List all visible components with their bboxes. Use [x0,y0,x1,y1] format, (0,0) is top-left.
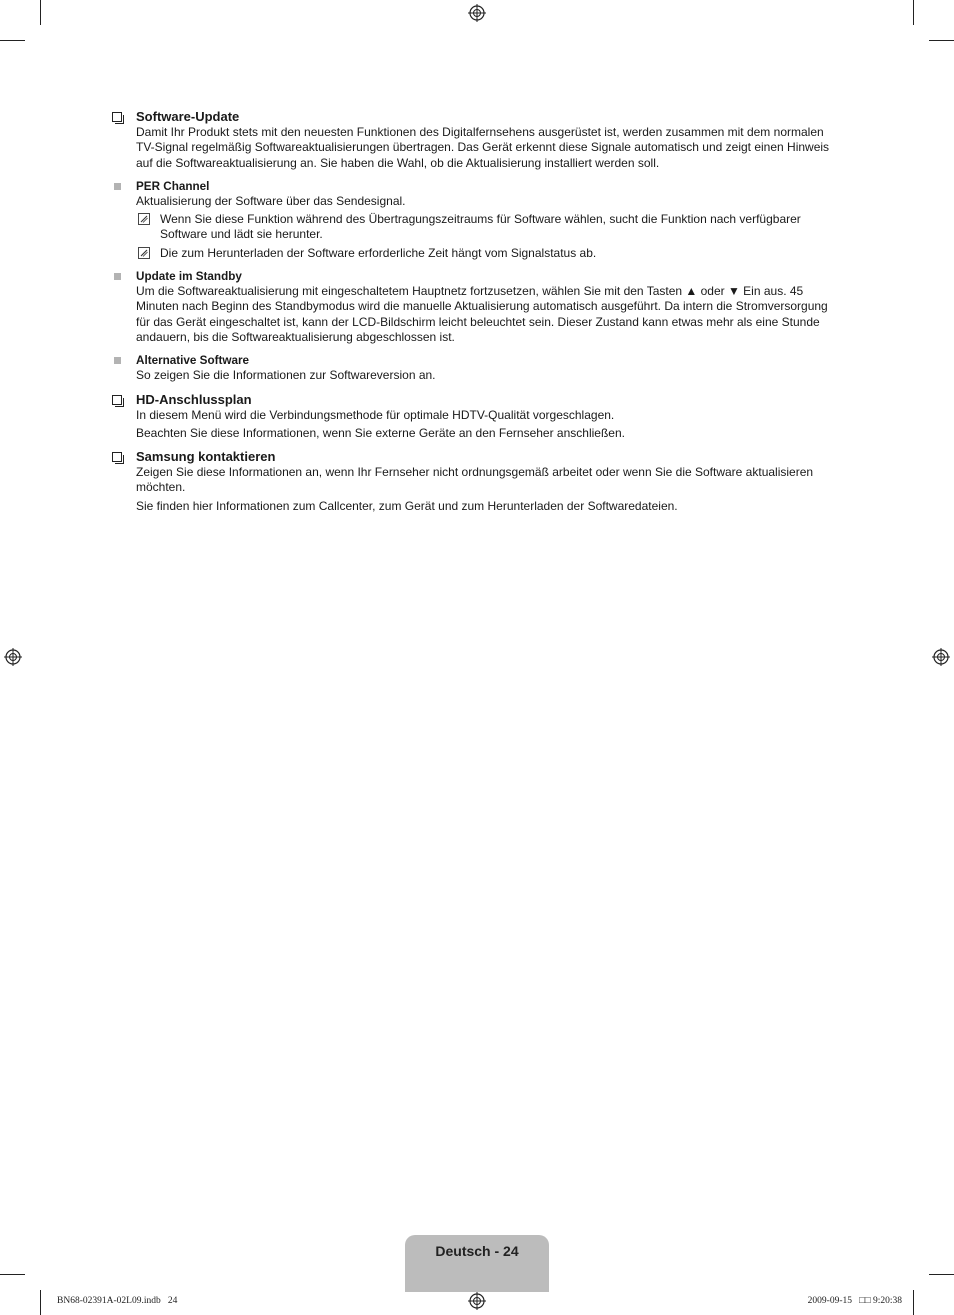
checkbox-bullet-icon [112,395,122,405]
crop-mark-bottom-left-v [40,1290,41,1315]
registration-mark-icon [468,1292,486,1310]
section-paragraph: Beachten Sie diese Informationen, wenn Sie externe Geräte an den Fernseher anschließen. [136,425,625,440]
section-paragraph: Damit Ihr Produkt stets mit den neuesten Funktionen des Digitalfernsehens ausgerüstet ist, werden zusammen mit dem normalen TV-Signal regelmäßig Softwareaktualisierungen übertragen. Das Gerät erkennt diese Signale automatisch und zeigt einen Hinweis auf die Softwareaktualisierung an. Sie haben die Wahl, ob die Aktualisierung installiert werden soll. [136,125,830,170]
subsection-heading-per-channel[interactable]: PER Channel [110,179,845,194]
registration-mark-icon [4,648,22,666]
registration-mark-icon [932,648,950,666]
page-content [110,109,845,514]
crop-mark-top-left-h [0,40,25,41]
subsection-text: Aktualisierung der Software über das Sendesignal. [136,193,406,208]
crop-mark-bottom-right-h [929,1274,954,1275]
crop-mark-bottom-left-h [0,1274,25,1275]
crop-mark-bottom-right-v [913,1290,914,1315]
section-paragraph: In diesem Menü wird die Verbindungsmethode für optimale HDTV-Qualität vorgeschlagen. [136,407,615,422]
subsection-text: So zeigen Sie die Informationen zur Softwareversion an. [136,368,436,383]
note-pencil-icon [138,213,150,225]
subsection-heading-update-im-standby[interactable]: Update im Standby [110,269,845,284]
note-item: Die zum Herunterladen der Software erforderliche Zeit hängt vom Signalstatus ab. [110,246,845,261]
section-paragraph: Sie finden hier Informationen zum Callcenter, zum Gerät und zum Herunterladen der Softwaredateien. [136,498,678,513]
print-slug-right: 2009-09-15 □□ 9:20:38 [807,1296,902,1306]
crop-mark-top-left-v [40,0,41,25]
section-heading-software-update[interactable]: Software-Update [110,109,845,125]
crop-mark-top-right-h [929,40,954,41]
section-heading-hd-anschlussplan[interactable]: HD-Anschlussplan [110,392,845,408]
gray-square-bullet-icon [114,273,121,280]
checkbox-bullet-icon [112,452,122,462]
note-pencil-icon [138,247,150,259]
crop-mark-top-right-v [913,0,914,25]
print-slug-left: BN68-02391A-02L09.indb 24 [57,1296,178,1306]
section-heading-samsung-kontaktieren[interactable]: Samsung kontaktieren [110,449,845,465]
gray-square-bullet-icon [114,357,121,364]
subsection-heading-alternative-software[interactable]: Alternative Software [110,353,845,368]
gray-square-bullet-icon [114,183,121,190]
page-number-tab [405,1235,549,1292]
section-paragraph: Zeigen Sie diese Informationen an, wenn Ihr Fernseher nicht ordnungsgemäß arbeitet oder wenn Sie die Software aktualisieren möchten. [136,465,814,495]
checkbox-bullet-icon [112,112,122,122]
page-label: Deutsch - 24 [435,1243,519,1259]
note-item: Wenn Sie diese Funktion während des Übertragungszeitraums für Software wählen, sucht die Funktion nach verfügbarer Software und lädt sie herunter. [110,212,845,243]
subsection-text: Um die Softwareaktualisierung mit eingeschaltetem Hauptnetz fortzusetzen, wählen Sie mit den Tasten ▲ oder ▼ Ein aus. 45 Minuten nach Beginn des Standbymodus wird die manuelle Aktualisierung automatisch ausgeführt. Da intern die Stromversorgung für das Gerät eingeschaltet ist, kann der LCD-Bildschirm leicht beleuchtet sein. Dieser Zustand kann etwas mehr als eine Stunde andauern, bis die Softwareaktualisierung abgeschlossen ist. [136,284,828,344]
registration-mark-icon [468,4,486,22]
